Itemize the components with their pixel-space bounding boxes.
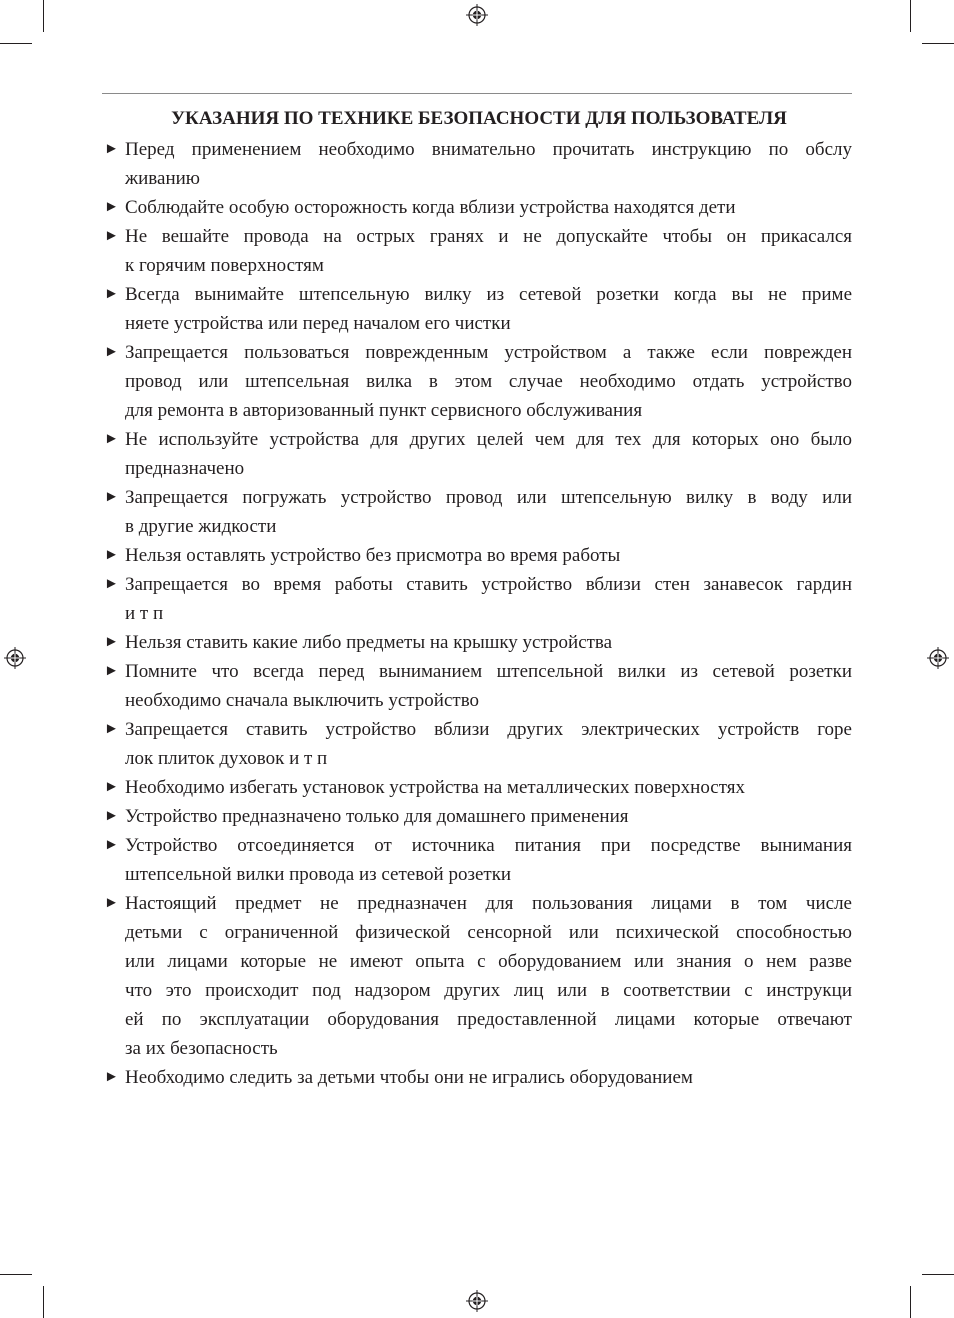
list-item — [102, 280, 852, 338]
item-line: Не используйте устройства для других целей чем для тех для которых оно было — [125, 429, 852, 450]
item-line: что это происходит под надзором других лиц или в соответствии с инструкци — [125, 980, 852, 1001]
item-line: детьми с ограниченной физической сенсорной или психической способностью — [125, 922, 852, 943]
list-item — [102, 135, 852, 193]
list-item — [102, 715, 852, 773]
item-line: Нельзя ставить какие либо предметы на крышку устройства — [125, 632, 613, 653]
list-item — [102, 570, 852, 628]
crop-mark-top-right-horizontal — [922, 43, 954, 44]
item-line: няете устройства или перед началом его чистки — [125, 313, 511, 334]
bullet-icon: ► — [104, 837, 119, 853]
item-line: за их безопасность — [125, 1038, 278, 1059]
crop-mark-top-left-vertical — [43, 0, 44, 32]
list-item — [102, 222, 852, 280]
list-item — [102, 831, 852, 889]
list-item — [102, 889, 852, 1063]
list-item — [102, 773, 852, 802]
item-line: ей по эксплуатации оборудования предоставленной лицами которые отвечают — [125, 1009, 852, 1030]
bullet-icon: ► — [104, 228, 119, 244]
bullet-icon: ► — [104, 141, 119, 157]
item-line: Перед применением необходимо внимательно прочитать инструкцию по обслу — [125, 139, 852, 160]
list-item — [102, 425, 852, 483]
bullet-icon: ► — [104, 489, 119, 505]
item-line: Помните что всегда перед выниманием штепсельной вилки из сетевой розетки — [125, 661, 852, 682]
bullet-icon: ► — [104, 634, 119, 650]
list-item — [102, 483, 852, 541]
bullet-icon: ► — [104, 779, 119, 795]
list-item — [102, 802, 852, 831]
item-line: в другие жидкости — [125, 516, 277, 537]
item-line: предназначено — [125, 458, 245, 479]
item-line: и т п — [125, 603, 164, 624]
item-line: штепсельной вилки провода из сетевой розетки — [125, 864, 512, 885]
safety-instructions — [102, 104, 852, 1092]
item-line: или лицами которые не имеют опыта с оборудованием или знания о нем разве — [125, 951, 852, 972]
item-line: необходимо сначала выключить устройство — [125, 690, 480, 711]
item-line: Запрещается во время работы ставить устройство вблизи стен занавесок гардин — [125, 574, 852, 595]
bullet-icon: ► — [104, 547, 119, 563]
registration-mark-icon — [4, 647, 26, 669]
bullet-icon: ► — [104, 663, 119, 679]
item-line: Необходимо следить за детьми чтобы они не игрались оборудованием — [125, 1067, 693, 1088]
crop-mark-bottom-left-vertical — [43, 1286, 44, 1318]
bullet-icon: ► — [104, 721, 119, 737]
bullet-icon: ► — [104, 431, 119, 447]
item-line: провод или штепсельная вилка в этом случае необходимо отдать устройство — [125, 371, 852, 392]
item-line: Необходимо избегать установок устройства на металлических поверхностях — [125, 777, 746, 798]
bullet-icon: ► — [104, 895, 119, 911]
bullet-icon: ► — [104, 344, 119, 360]
list-item — [102, 1063, 852, 1092]
item-line: Запрещается погружать устройство провод или штепсельную вилку в воду или — [125, 487, 852, 508]
item-line: Соблюдайте особую осторожность когда вблизи устройства находятся дети — [125, 197, 736, 218]
item-line: Запрещается пользоваться поврежденным устройством а также если поврежден — [125, 342, 852, 363]
item-line: лок плиток духовок и т п — [125, 748, 328, 769]
list-item — [102, 338, 852, 425]
crop-mark-top-right-vertical — [910, 0, 911, 32]
instruction-list — [102, 135, 852, 1092]
item-line: Запрещается ставить устройство вблизи других электрических устройств горе — [125, 719, 852, 740]
item-line: живанию — [125, 168, 200, 189]
crop-mark-bottom-right-vertical — [910, 1286, 911, 1318]
item-line: Устройство предназначено только для домашнего применения — [125, 806, 629, 827]
bullet-icon: ► — [104, 576, 119, 592]
page-title: УКАЗАНИЯ ПО ТЕХНИКЕ БЕЗОПАСНОСТИ ДЛЯ ПОЛЬЗОВАТЕЛЯ — [171, 108, 787, 129]
list-item — [102, 628, 852, 657]
bullet-icon: ► — [104, 199, 119, 215]
item-line: к горячим поверхностям — [125, 255, 324, 276]
bullet-icon: ► — [104, 808, 119, 824]
item-line: Настоящий предмет не предназначен для пользования лицами в том числе — [125, 893, 852, 914]
registration-mark-icon — [466, 4, 488, 26]
item-line: Всегда вынимайте штепсельную вилку из сетевой розетки когда вы не приме — [125, 284, 852, 305]
header-rule — [102, 93, 852, 94]
item-line: для ремонта в авторизованный пункт сервисного обслуживания — [125, 400, 643, 421]
bullet-icon: ► — [104, 1069, 119, 1085]
item-line: Нельзя оставлять устройство без присмотра во время работы — [125, 545, 621, 566]
crop-mark-bottom-left-horizontal — [0, 1274, 32, 1275]
registration-mark-icon — [466, 1290, 488, 1312]
list-item — [102, 193, 852, 222]
crop-mark-top-left-horizontal — [0, 43, 32, 44]
registration-mark-icon — [927, 647, 949, 669]
list-item — [102, 657, 852, 715]
bullet-icon: ► — [104, 286, 119, 302]
item-line: Устройство отсоединяется от источника питания при посредстве вынимания — [125, 835, 852, 856]
crop-mark-bottom-right-horizontal — [922, 1274, 954, 1275]
item-line: Не вешайте провода на острых гранях и не допускайте чтобы он прикасался — [125, 226, 852, 247]
list-item — [102, 541, 852, 570]
